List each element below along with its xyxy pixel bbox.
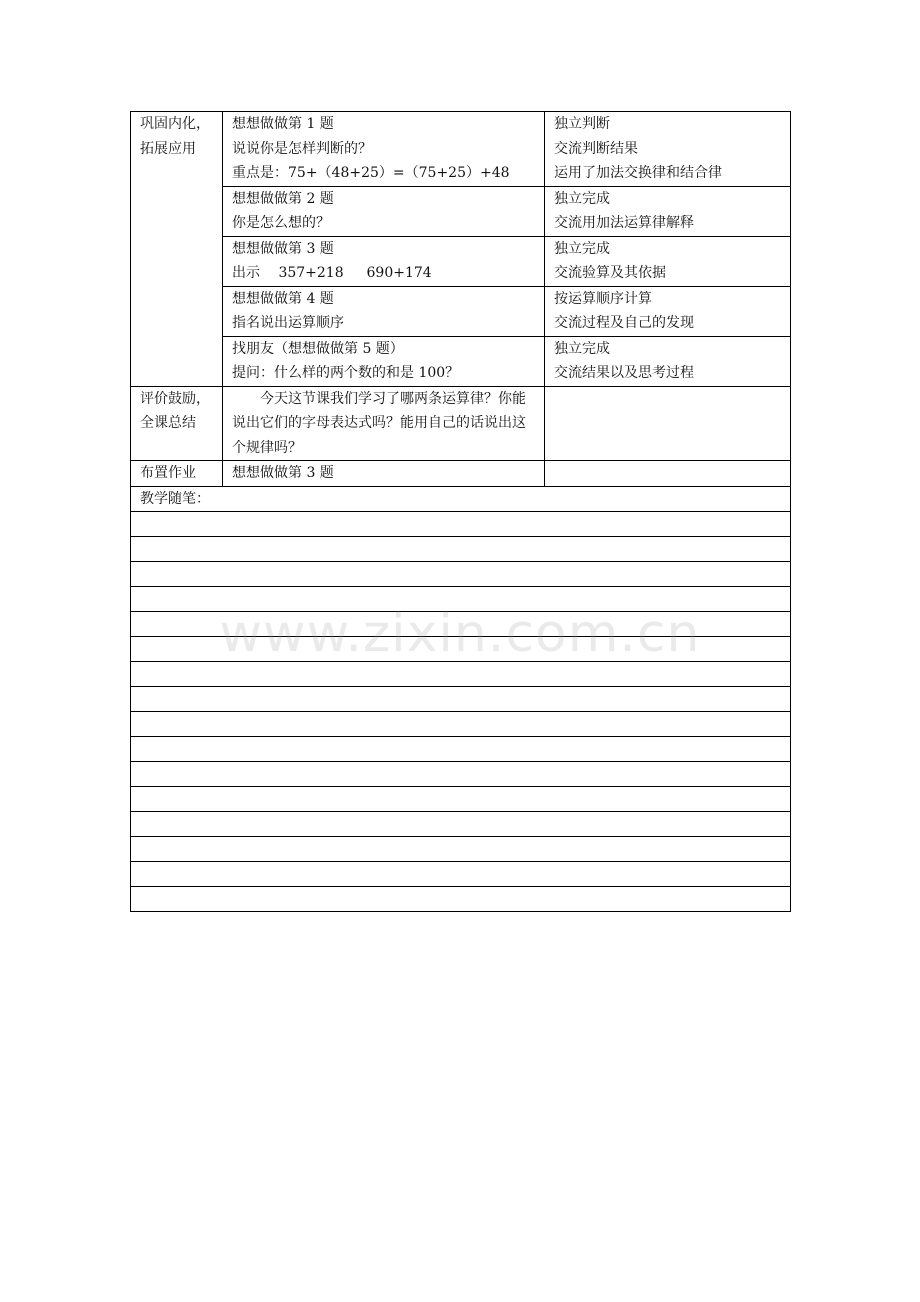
stage-cell-consolidate: 巩固内化， 拓展应用 xyxy=(131,112,223,387)
notes-line xyxy=(131,786,791,811)
notes-line xyxy=(131,836,791,861)
notes-line xyxy=(131,661,791,686)
notes-line xyxy=(131,536,791,561)
teacher-cell xyxy=(223,386,545,461)
table-row xyxy=(131,461,791,487)
notes-line xyxy=(131,736,791,761)
stage-cell-homework: 布置作业 xyxy=(131,461,223,487)
table-row xyxy=(131,286,791,336)
notes-line xyxy=(131,711,791,736)
teacher-cell: 找朋友（想想做做第 5 题） 提问：什么样的两个数的和是 100？ xyxy=(223,336,545,386)
watermark: www.zixin.com.cn xyxy=(219,604,701,664)
table-row xyxy=(131,336,791,386)
notes-line xyxy=(131,861,791,886)
notes-line xyxy=(131,611,791,636)
table-row xyxy=(131,112,791,187)
notes-label: 教学随笔： xyxy=(131,486,791,511)
notes-header-row xyxy=(131,486,791,511)
lesson-plan-table xyxy=(130,111,791,912)
table-row xyxy=(131,186,791,236)
notes-line xyxy=(131,886,791,911)
teacher-cell: 想想做做第 3 题 xyxy=(223,461,545,487)
notes-line xyxy=(131,511,791,536)
student-cell: 独立完成 交流用加法运算律解释 xyxy=(545,186,791,236)
notes-line xyxy=(131,586,791,611)
stage-cell-summary: 评价鼓励， 全课总结 xyxy=(131,386,223,461)
notes-line xyxy=(131,811,791,836)
student-cell: 独立判断 交流判断结果 运用了加法交换律和结合律 xyxy=(545,112,791,187)
student-cell: 按运算顺序计算 交流过程及自己的发现 xyxy=(545,286,791,336)
notes-line xyxy=(131,636,791,661)
table-row xyxy=(131,386,791,461)
teacher-cell: 想想做做第 1 题 说说你是怎样判断的？ 重点是：75+（48+25）=（75+25）+48 xyxy=(223,112,545,187)
notes-line xyxy=(131,686,791,711)
teacher-cell: 想想做做第 2 题 你是怎么想的？ xyxy=(223,186,545,236)
student-cell xyxy=(545,461,791,487)
table-row xyxy=(131,236,791,286)
student-cell: 独立完成 交流结果以及思考过程 xyxy=(545,336,791,386)
summary-paragraph: 今天这节课我们学习了哪两条运算律？你能说出它们的字母表达式吗？能用自己的话说出这个规律吗？ xyxy=(232,390,526,456)
student-cell xyxy=(545,386,791,461)
notes-line xyxy=(131,561,791,586)
teacher-cell: 想想做做第 3 题 出示 357+218 690+174 xyxy=(223,236,545,286)
student-cell: 独立完成 交流验算及其依据 xyxy=(545,236,791,286)
notes-line xyxy=(131,761,791,786)
teacher-cell: 想想做做第 4 题 指名说出运算顺序 xyxy=(223,286,545,336)
